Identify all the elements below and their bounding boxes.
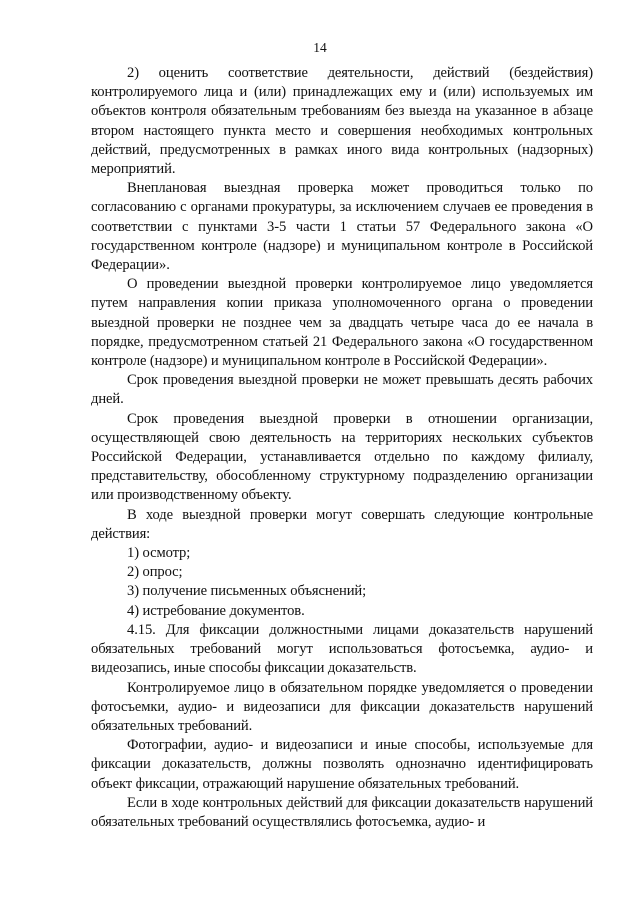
paragraph-recording-identification: Фотографии, аудио- и видеозаписи и иные способы, используемые для фиксации доказательств, должны позволять однозначно идентифицировать объект фиксации, отражающий нарушение обязательных требований. <box>91 737 593 792</box>
paragraph-recording-notice: Контролируемое лицо в обязательном порядке уведомляется о проведении фотосъемки, аудио- и видеозаписи для фиксации доказательств нарушений обязательных требований. <box>91 679 593 734</box>
paragraph-multi-region-duration: Срок проведения выездной проверки в отношении организации, осуществляющей свою деятельность на территориях нескольких субъектов Российской Федерации, устанавливается отдельно по каждому филиалу, представительству, обособленному структурному подразделению организации или производственному объекту. <box>91 410 593 504</box>
document-body <box>91 64 593 832</box>
list-item-document-request: 4) истребование документов. <box>127 602 305 619</box>
list-item-inspection: 1) осмотр; <box>127 545 191 562</box>
list-item-written-explanations: 3) получение письменных объяснений; <box>127 583 367 600</box>
paragraph-recording-continuation: Если в ходе контрольных действий для фиксации доказательств нарушений обязательных требований осуществлялись фотосъемка, аудио- и <box>91 794 593 830</box>
paragraph-unscheduled-inspection: Внеплановая выездная проверка может проводиться только по согласованию с органами прокуратуры, за исключением случаев ее проведения в соответствии с пунктами 3-5 части 1 статьи 57 Федерального закона «О государственном контроле (надзоре) и муниципальном контроле в Российской Федерации». <box>91 180 593 274</box>
paragraph-notification: О проведении выездной проверки контролируемое лицо уведомляется путем направления копии приказа уполномоченного органа о проведении выездной проверки не позднее чем за двадцать четыре часа до ее начала в порядке, предусмотренном статьей 21 Федерального закона «О государственном контроле (надзоре) и муниципальном контроле в Российской Федерации». <box>91 276 593 370</box>
paragraph-inspection-duration: Срок проведения выездной проверки не может превышать десять рабочих дней. <box>91 372 593 408</box>
list-item-survey: 2) опрос; <box>127 564 183 581</box>
paragraph-assessment-item-2: 2) оценить соответствие деятельности, действий (бездействия) контролируемого лица и (или) принадлежащих ему и (или) используемых им объектов контроля обязательным требованиям без выезда на указанное в абзаце втором настоящего пункта место и совершения необходимых контрольных действий, предусмотренных в рамках иного вида контрольных (надзорных) мероприятий. <box>91 65 593 178</box>
paragraph-control-actions-intro: В ходе выездной проверки могут совершать следующие контрольные действия: <box>91 506 593 542</box>
paragraph-section-4-15: 4.15. Для фиксации должностными лицами доказательств нарушений обязательных требований могут использоваться фотосъемка, аудио- и видеозапись, иные способы фиксации доказательств. <box>91 621 593 677</box>
page-number: 14 <box>313 40 327 55</box>
